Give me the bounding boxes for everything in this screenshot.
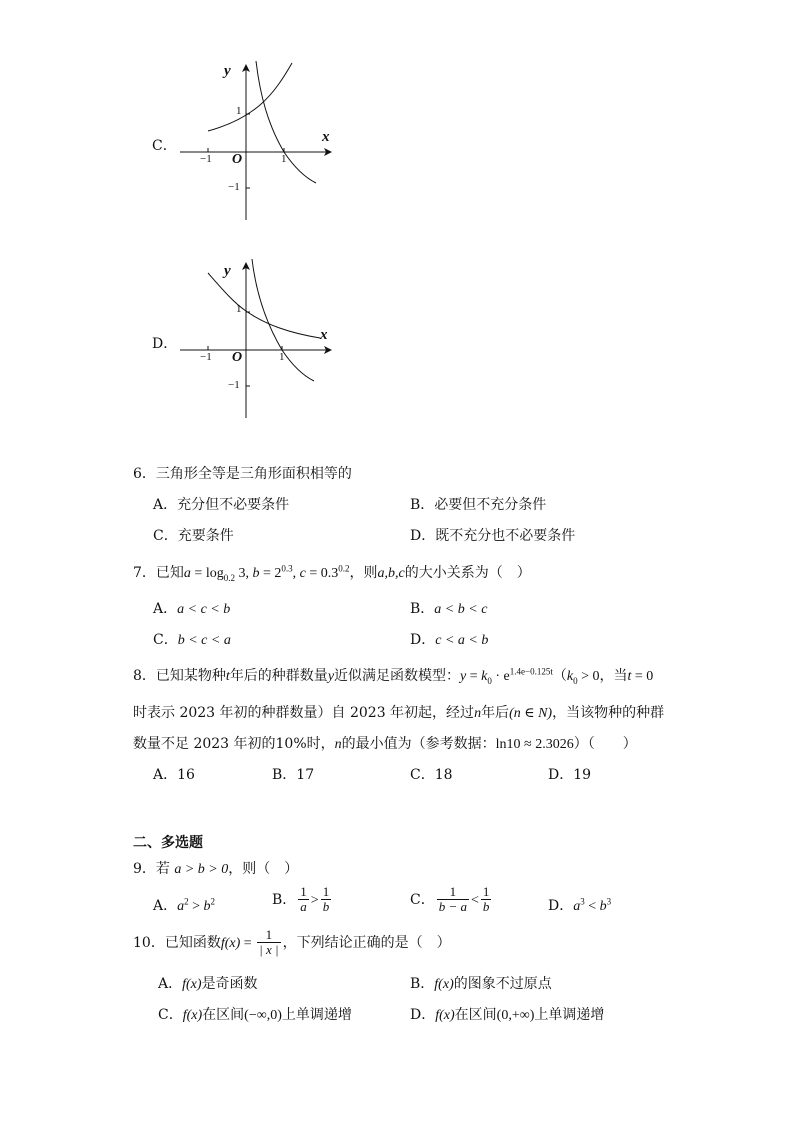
- q7-eq1: = log: [190, 566, 224, 581]
- q8-model-exp: 1.4e−0.125t: [509, 666, 553, 677]
- q10-d-label: D．: [410, 1007, 436, 1023]
- q9-option-a: [153, 895, 215, 915]
- q10-a-label: A．: [158, 976, 183, 992]
- q10-d-text: 上单调递增: [534, 1007, 605, 1023]
- q8-line-3: [133, 733, 637, 753]
- q9-b-d2: b: [322, 899, 330, 915]
- q9-b-label: B．: [272, 891, 297, 908]
- q9-c-label: C．: [410, 891, 435, 908]
- q8-k0-tail: > 0: [577, 669, 600, 684]
- q8-l3b: 的最小值为（参考数据：: [341, 736, 496, 752]
- q9-a-exp: 2: [184, 896, 189, 907]
- q7-option-c: [153, 629, 231, 649]
- q8-l2b: 年后: [481, 705, 510, 721]
- graph-d-x-label: x: [320, 327, 328, 343]
- q9-d-label: D．: [548, 898, 574, 914]
- graph-d-origin: O: [232, 350, 243, 365]
- q9-d-exp2: 3: [606, 896, 612, 907]
- graph-d-option-label: D．: [152, 336, 178, 352]
- q8-l3a: 数量不足 2023 年初的10%时，: [133, 736, 335, 752]
- q10-b-fx: f(x): [434, 977, 454, 992]
- graph-d-tick-label-x-pos: 1: [279, 351, 285, 363]
- q9-stem-b: ，则（ ）: [228, 861, 299, 877]
- q8-option-b: B．17: [272, 767, 315, 783]
- q9-c-frac-2: [481, 885, 492, 915]
- q7-option-b: [410, 598, 487, 618]
- q9-option-d: [548, 895, 611, 915]
- q6-option-c: C．充要条件: [153, 528, 234, 544]
- q8-model-eq: =: [466, 669, 482, 684]
- q9-b-n2: 1: [322, 884, 330, 899]
- q7-log-base: 0.2: [223, 572, 235, 583]
- q9-b-op: >: [310, 892, 319, 908]
- q7-tail: 的大小关系为（ ）: [404, 565, 531, 581]
- graph-c-tick-label-x-neg: −1: [200, 153, 212, 165]
- q10-den: | x |: [259, 942, 279, 958]
- q9-c-op: <: [471, 892, 479, 908]
- q10-frac: [257, 928, 280, 958]
- q10-b-label: B．: [410, 976, 435, 992]
- q6-stem: 6．三角形全等是三角形面积相等的: [133, 466, 352, 482]
- q6-option-d: D．既不充分也不必要条件: [410, 528, 576, 544]
- q10-option-c: [158, 1004, 352, 1024]
- q7-c-var: c: [299, 566, 306, 581]
- q7-option-b-label: B．: [410, 601, 435, 617]
- q7-option-b-text: a < b < c: [434, 602, 488, 617]
- q10-d-mid: 在区间: [454, 1007, 497, 1023]
- q9-c-frac-1: [437, 885, 469, 915]
- q7-option-a-label: A．: [153, 601, 178, 617]
- q9-c-n1: 1: [437, 885, 469, 900]
- q9-cond: a > b > 0: [174, 862, 229, 877]
- q7-option-a: [153, 598, 230, 618]
- q7-option-d: [410, 629, 488, 649]
- q10-option-b: [410, 973, 552, 993]
- q7-b-exp: 0.3: [281, 563, 293, 574]
- q9-d-a: a: [573, 899, 581, 914]
- q8-model-dot: · e: [491, 669, 510, 684]
- q10-c-text: 上单调递增: [281, 1007, 352, 1023]
- q8-l2a: 时表示 2023 年初的种群数量）自 2023 年初起，经过: [133, 705, 475, 721]
- q9-stem-a: 9．若: [133, 861, 175, 877]
- q8-l1b: 年后的种群数量: [229, 668, 328, 684]
- graph-c-increasing-curve: [208, 63, 292, 131]
- q10-c-label: C．: [158, 1007, 183, 1023]
- q7-sep: ,: [292, 566, 300, 581]
- graph-c: [170, 55, 350, 230]
- graph-d-slow-decreasing-curve: [208, 273, 320, 338]
- q8-option-d: D．19: [548, 767, 592, 783]
- q10-c-mid: 在区间: [202, 1007, 245, 1023]
- q8-n: n: [474, 706, 482, 721]
- q10-c-fx: f(x): [182, 1008, 203, 1023]
- q7-eq1b: 3,: [234, 566, 253, 581]
- q8-k0-sub: 0: [573, 675, 578, 686]
- q8-l1e: ，当: [599, 668, 628, 684]
- q9-a-exp2: 2: [210, 896, 216, 907]
- q9-a-label: A．: [153, 898, 178, 914]
- q9-d-b: b: [599, 899, 607, 914]
- q10-a-fx: f(x): [182, 977, 202, 992]
- graph-c-tick-label-x-pos: 1: [281, 153, 287, 165]
- q10-stem-b: ，下列结论正确的是（ ）: [282, 934, 451, 951]
- q8-k0: k: [566, 669, 574, 684]
- q8-t2: t: [627, 669, 632, 684]
- q7-option-d-label: D．: [410, 632, 436, 648]
- q8-n-in: (n ∈ N): [509, 706, 553, 721]
- q9-c-d1: b − a: [438, 899, 467, 915]
- graph-c-x-label: x: [322, 129, 330, 145]
- graph-c-origin: O: [232, 152, 243, 167]
- graph-d-y-label: y: [224, 263, 231, 279]
- graph-c-option-label: C．: [152, 138, 177, 154]
- q7-stem: [133, 562, 531, 583]
- graph-d-tick-label-y-pos: 1: [236, 303, 242, 315]
- q9-a-a: a: [177, 899, 185, 914]
- q8-model-y: y: [460, 669, 467, 684]
- q9-a-b: b: [203, 899, 211, 914]
- graph-d-tick-label-y-neg: −1: [228, 379, 240, 391]
- q9-d-lt: <: [584, 899, 600, 914]
- q7-option-a-text: a < c < b: [177, 602, 231, 617]
- q7-option-d-text: c < a < b: [435, 633, 489, 648]
- q8-ln: ln10 ≈ 2.3026: [495, 737, 574, 752]
- q10-d-fx: f(x): [435, 1008, 455, 1023]
- q10-stem: [133, 928, 451, 958]
- q8-n2: n: [334, 737, 342, 752]
- q9-b-d1: a: [300, 899, 307, 915]
- q9-c-n2: 1: [482, 884, 490, 899]
- q8-line-1: [133, 665, 653, 686]
- q10-option-a: [158, 973, 258, 993]
- q8-option-c: C．18: [410, 767, 453, 783]
- q10-b-text: 的图象不过原点: [453, 976, 552, 992]
- q6-option-a: A．充分但不必要条件: [153, 497, 290, 513]
- q8-line-2: [133, 702, 664, 722]
- q10-eq: =: [240, 935, 256, 951]
- graph-d-tick-label-x-neg: −1: [200, 351, 212, 363]
- q9-option-c: [410, 885, 493, 915]
- graph-d: [170, 253, 350, 428]
- q7-option-c-text: b < c < a: [177, 633, 231, 648]
- section-2-title: 二、多选题: [133, 835, 203, 851]
- q10-c-int: (−∞,0): [244, 1008, 282, 1023]
- q9-b-frac-2: [321, 885, 332, 915]
- q9-option-b: [272, 885, 333, 915]
- q8-l1d: （: [552, 668, 567, 684]
- q10-d-int: (0,+∞): [496, 1008, 535, 1023]
- q9-b-n1: 1: [300, 884, 307, 899]
- q6-option-b: B．必要但不充分条件: [410, 497, 547, 513]
- q8-model-k: k: [481, 669, 488, 684]
- q7-c-exp: 0.2: [338, 563, 350, 574]
- q8-l1a: 8．已知某物种: [133, 668, 226, 684]
- q8-option-a: A．16: [153, 767, 195, 783]
- q8-l1c: 近似满足函数模型：: [334, 668, 461, 684]
- q8-t: t: [225, 669, 230, 684]
- q7-eq2: = 2: [259, 566, 282, 581]
- graph-c-tick-label-y-pos: 1: [236, 105, 242, 117]
- q7-option-c-label: C．: [153, 632, 178, 648]
- q10-fx: f(x): [220, 935, 241, 951]
- graph-c-y-label: y: [224, 63, 231, 79]
- q8-l2c: ，当该物种的种群: [552, 705, 665, 721]
- q10-stem-a: 10．已知函数: [133, 934, 221, 951]
- q9-d-exp: 3: [580, 896, 585, 907]
- q7-eq3: = 0.3: [305, 566, 339, 581]
- q9-stem: [133, 858, 298, 878]
- q10-num: 1: [257, 928, 280, 943]
- q10-option-d: [410, 1004, 604, 1024]
- q7-a-var: a: [183, 566, 191, 581]
- graph-c-tick-label-y-neg: −1: [228, 181, 240, 193]
- q10-a-text: 是奇函数: [201, 976, 258, 992]
- q7-num: 7．已知: [133, 565, 184, 581]
- q9-b-frac-1: [298, 885, 309, 915]
- q7-mid: ，则: [349, 565, 378, 581]
- q8-model-k-sub: 0: [487, 675, 492, 686]
- q9-a-gt: >: [188, 899, 204, 914]
- q8-y: y: [327, 669, 335, 684]
- q8-t-eq: = 0: [631, 669, 654, 684]
- q7-b-var: b: [252, 566, 260, 581]
- q9-c-d2: b: [482, 899, 490, 915]
- q7-vars: a,b,c: [377, 566, 405, 581]
- q8-l3c: ）（ ）: [573, 736, 637, 752]
